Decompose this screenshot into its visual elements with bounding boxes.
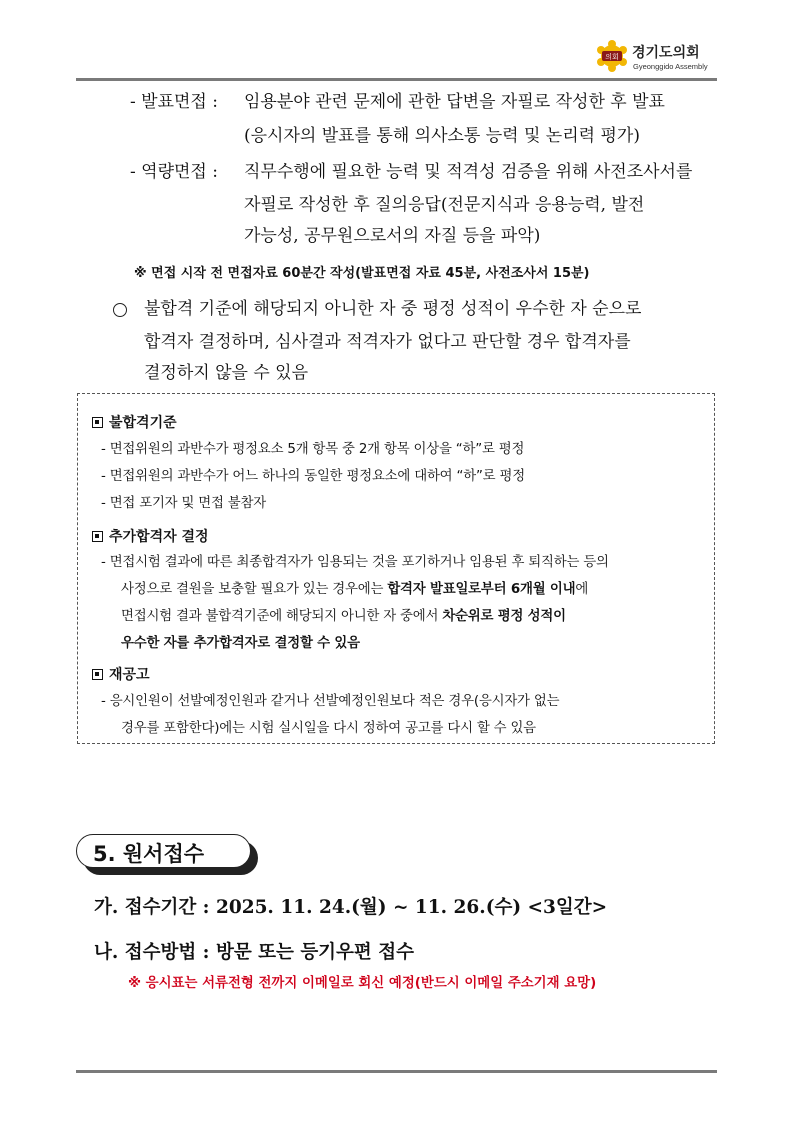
fail-criteria-heading: 불합격기준	[92, 412, 177, 432]
readvertise-heading: 재공고	[92, 664, 150, 684]
competency-interview-line: 가능성, 공무원으로서의 자질 등을 파악)	[244, 226, 541, 246]
footer-divider	[76, 1070, 717, 1073]
competency-interview-line: 직무수행에 필요한 능력 및 적격성 검증을 위해 사전조사서를	[244, 162, 693, 182]
additional-pass-line: 사정으로 결원을 보충할 필요가 있는 경우에는 합격자 발표일로부터 6개월 이내에	[121, 582, 589, 597]
decision-line: 합격자 결정하며, 심사결과 적격자가 없다고 판단할 경우 합격자를	[144, 332, 631, 352]
section-title: 5. 원서접수	[93, 842, 205, 866]
application-period: 가. 접수기간 : 2025. 11. 24.(월) ~ 11. 26.(수) <3일간>	[94, 897, 608, 918]
assembly-logo	[596, 40, 721, 74]
assembly-emblem-icon	[596, 40, 628, 72]
org-name-ko: 경기도의회	[632, 45, 700, 61]
fail-criteria-item: - 면접위원의 과반수가 어느 하나의 동일한 평정요소에 대하여 “하”로 평정	[101, 469, 525, 484]
bullet-circle-icon	[113, 303, 127, 317]
additional-pass-line: 우수한 자를 추가합격자로 결정할 수 있음	[121, 636, 360, 651]
decision-line: 불합격 기준에 해당되지 아니한 자 중 평정 성적이 우수한 자 순으로	[144, 299, 642, 319]
header-divider	[76, 78, 717, 81]
additional-pass-heading: 추가합격자 결정	[92, 526, 209, 546]
presentation-interview-line: 임용분야 관련 문제에 관한 답변을 자필로 작성한 후 발표	[244, 92, 665, 112]
interview-prep-note: ※ 면접 시작 전 면접자료 60분간 작성(발표면접 자료 45분, 사전조사서 15분)	[134, 266, 590, 281]
application-method: 나. 접수방법 : 방문 또는 등기우편 접수	[94, 942, 414, 963]
fail-criteria-item: - 면접 포기자 및 면접 불참자	[101, 496, 267, 511]
svg-text:의회: 의회	[605, 53, 619, 61]
square-bullet-icon	[92, 531, 103, 542]
readvertise-line: - 응시인원이 선발예정인원과 같거나 선발예정인원보다 적은 경우(응시자가 없는	[101, 694, 560, 709]
square-bullet-icon	[92, 417, 103, 428]
additional-pass-line: 면접시험 결과 불합격기준에 해당되지 아니한 자 중에서 차순위로 평정 성적이	[121, 609, 566, 624]
competency-interview-line: 자필로 작성한 후 질의응답(전문지식과 응용능력, 발전	[244, 195, 645, 215]
section-title-box	[76, 834, 251, 868]
square-bullet-icon	[92, 669, 103, 680]
additional-pass-line: - 면접시험 결과에 따른 최종합격자가 임용되는 것을 포기하거나 임용된 후 퇴직하는 등의	[101, 555, 609, 570]
admission-ticket-note: ※ 응시표는 서류전형 전까지 이메일로 회신 예정(반드시 이메일 주소기재 요망)	[128, 976, 597, 991]
readvertise-line: 경우를 포함한다)에는 시험 실시일을 다시 정하여 공고를 다시 할 수 있음	[121, 721, 536, 736]
presentation-interview-label: - 발표면접 :	[130, 92, 218, 112]
org-name-en: Gyeonggido Assembly	[633, 62, 708, 71]
presentation-interview-line: (응시자의 발표를 통해 의사소통 능력 및 논리력 평가)	[244, 126, 640, 146]
fail-criteria-item: - 면접위원의 과반수가 평정요소 5개 항목 중 2개 항목 이상을 “하”로 평정	[101, 442, 525, 457]
decision-line: 결정하지 않을 수 있음	[144, 363, 309, 383]
competency-interview-label: - 역량면접 :	[130, 162, 218, 182]
